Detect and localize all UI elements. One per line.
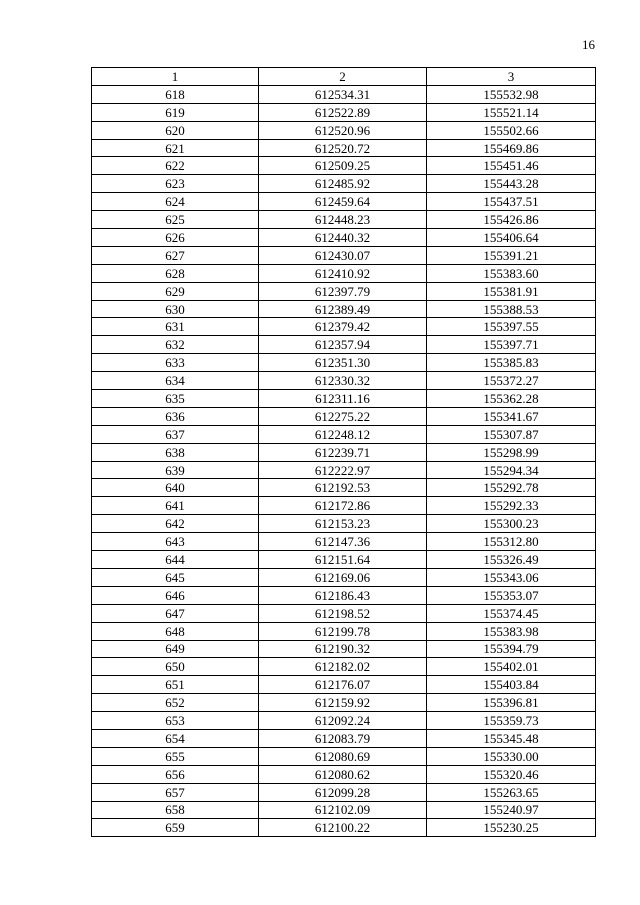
y-coordinate-cell: 155443.28: [427, 175, 596, 193]
y-coordinate-cell: 155426.86: [427, 211, 596, 229]
point-number-cell: 618: [92, 85, 259, 103]
table-row: [92, 819, 596, 837]
point-number-cell: 625: [92, 211, 259, 229]
table-row: [92, 407, 596, 425]
point-number-cell: 635: [92, 390, 259, 408]
y-coordinate-cell: 155362.28: [427, 390, 596, 408]
table-row: [92, 586, 596, 604]
y-coordinate-cell: 155294.34: [427, 461, 596, 479]
point-number-cell: 653: [92, 712, 259, 730]
x-coordinate-cell: 612357.94: [259, 336, 427, 354]
point-number-cell: 621: [92, 139, 259, 157]
table-row: [92, 425, 596, 443]
x-coordinate-cell: 612190.32: [259, 640, 427, 658]
point-number-cell: 644: [92, 551, 259, 569]
x-coordinate-cell: 612147.36: [259, 533, 427, 551]
table-row: [92, 193, 596, 211]
x-coordinate-cell: 612222.97: [259, 461, 427, 479]
x-coordinate-cell: 612509.25: [259, 157, 427, 175]
header-row: [92, 68, 596, 86]
table-row: [92, 211, 596, 229]
x-coordinate-cell: 612080.69: [259, 747, 427, 765]
table-row: [92, 336, 596, 354]
y-coordinate-cell: 155521.14: [427, 103, 596, 121]
point-number-cell: 637: [92, 425, 259, 443]
x-coordinate-cell: 612186.43: [259, 586, 427, 604]
point-number-cell: 640: [92, 479, 259, 497]
y-coordinate-cell: 155451.46: [427, 157, 596, 175]
point-number-cell: 657: [92, 783, 259, 801]
x-coordinate-cell: 612198.52: [259, 604, 427, 622]
table-row: [92, 175, 596, 193]
x-coordinate-cell: 612351.30: [259, 354, 427, 372]
x-coordinate-cell: 612182.02: [259, 658, 427, 676]
point-number-cell: 647: [92, 604, 259, 622]
point-number-cell: 632: [92, 336, 259, 354]
y-coordinate-cell: 155341.67: [427, 407, 596, 425]
table-row: [92, 729, 596, 747]
table-row: [92, 551, 596, 569]
y-coordinate-cell: 155381.91: [427, 282, 596, 300]
x-coordinate-cell: 612083.79: [259, 729, 427, 747]
table-row: [92, 85, 596, 103]
y-coordinate-cell: 155394.79: [427, 640, 596, 658]
table-row: [92, 354, 596, 372]
table-row: [92, 443, 596, 461]
y-coordinate-cell: 155240.97: [427, 801, 596, 819]
table-row: [92, 533, 596, 551]
table-row: [92, 390, 596, 408]
table-row: [92, 497, 596, 515]
x-coordinate-cell: 612459.64: [259, 193, 427, 211]
table-row: [92, 121, 596, 139]
point-number-cell: 622: [92, 157, 259, 175]
y-coordinate-cell: 155372.27: [427, 372, 596, 390]
y-coordinate-cell: 155320.46: [427, 765, 596, 783]
table-row: [92, 515, 596, 533]
y-coordinate-cell: 155397.55: [427, 318, 596, 336]
x-coordinate-cell: 612448.23: [259, 211, 427, 229]
y-coordinate-cell: 155437.51: [427, 193, 596, 211]
table-row: [92, 801, 596, 819]
header-cell-3: 3: [427, 68, 596, 86]
table-row: [92, 765, 596, 783]
point-number-cell: 646: [92, 586, 259, 604]
y-coordinate-cell: 155469.86: [427, 139, 596, 157]
point-number-cell: 648: [92, 622, 259, 640]
point-number-cell: 636: [92, 407, 259, 425]
y-coordinate-cell: 155359.73: [427, 712, 596, 730]
table-row: [92, 300, 596, 318]
y-coordinate-cell: 155391.21: [427, 246, 596, 264]
y-coordinate-cell: 155312.80: [427, 533, 596, 551]
header-cell-1: 1: [92, 68, 259, 86]
x-coordinate-cell: 612099.28: [259, 783, 427, 801]
y-coordinate-cell: 155343.06: [427, 568, 596, 586]
table-header: [92, 68, 596, 86]
x-coordinate-cell: 612199.78: [259, 622, 427, 640]
point-number-cell: 656: [92, 765, 259, 783]
y-coordinate-cell: 155298.99: [427, 443, 596, 461]
table-row: [92, 246, 596, 264]
y-coordinate-cell: 155502.66: [427, 121, 596, 139]
point-number-cell: 654: [92, 729, 259, 747]
y-coordinate-cell: 155388.53: [427, 300, 596, 318]
table-row: [92, 318, 596, 336]
table-row: [92, 139, 596, 157]
x-coordinate-cell: 612397.79: [259, 282, 427, 300]
y-coordinate-cell: 155385.83: [427, 354, 596, 372]
x-coordinate-cell: 612176.07: [259, 676, 427, 694]
y-coordinate-cell: 155230.25: [427, 819, 596, 837]
x-coordinate-cell: 612080.62: [259, 765, 427, 783]
point-number-cell: 649: [92, 640, 259, 658]
y-coordinate-cell: 155292.78: [427, 479, 596, 497]
x-coordinate-cell: 612410.92: [259, 264, 427, 282]
x-coordinate-cell: 612534.31: [259, 85, 427, 103]
table-row: [92, 622, 596, 640]
y-coordinate-cell: 155374.45: [427, 604, 596, 622]
y-coordinate-cell: 155263.65: [427, 783, 596, 801]
y-coordinate-cell: 155383.98: [427, 622, 596, 640]
point-number-cell: 650: [92, 658, 259, 676]
page-number: 16: [582, 37, 595, 52]
x-coordinate-cell: 612248.12: [259, 425, 427, 443]
coordinates-table: [91, 67, 596, 837]
point-number-cell: 626: [92, 229, 259, 247]
table-row: [92, 694, 596, 712]
point-number-cell: 643: [92, 533, 259, 551]
y-coordinate-cell: 155406.64: [427, 229, 596, 247]
x-coordinate-cell: 612172.86: [259, 497, 427, 515]
y-coordinate-cell: 155353.07: [427, 586, 596, 604]
y-coordinate-cell: 155383.60: [427, 264, 596, 282]
x-coordinate-cell: 612151.64: [259, 551, 427, 569]
table-row: [92, 157, 596, 175]
point-number-cell: 620: [92, 121, 259, 139]
table-row: [92, 640, 596, 658]
x-coordinate-cell: 612389.49: [259, 300, 427, 318]
point-number-cell: 658: [92, 801, 259, 819]
table-row: [92, 461, 596, 479]
table-row: [92, 479, 596, 497]
point-number-cell: 633: [92, 354, 259, 372]
point-number-cell: 652: [92, 694, 259, 712]
table-row: [92, 282, 596, 300]
point-number-cell: 628: [92, 264, 259, 282]
y-coordinate-cell: 155330.00: [427, 747, 596, 765]
table-row: [92, 568, 596, 586]
table-row: [92, 103, 596, 121]
point-number-cell: 655: [92, 747, 259, 765]
x-coordinate-cell: 612440.32: [259, 229, 427, 247]
y-coordinate-cell: 155345.48: [427, 729, 596, 747]
point-number-cell: 627: [92, 246, 259, 264]
table-row: [92, 372, 596, 390]
x-coordinate-cell: 612520.72: [259, 139, 427, 157]
point-number-cell: 619: [92, 103, 259, 121]
x-coordinate-cell: 612311.16: [259, 390, 427, 408]
x-coordinate-cell: 612522.89: [259, 103, 427, 121]
x-coordinate-cell: 612153.23: [259, 515, 427, 533]
x-coordinate-cell: 612239.71: [259, 443, 427, 461]
point-number-cell: 639: [92, 461, 259, 479]
table-row: [92, 264, 596, 282]
point-number-cell: 630: [92, 300, 259, 318]
y-coordinate-cell: 155396.81: [427, 694, 596, 712]
x-coordinate-cell: 612379.42: [259, 318, 427, 336]
point-number-cell: 642: [92, 515, 259, 533]
y-coordinate-cell: 155397.71: [427, 336, 596, 354]
x-coordinate-cell: 612100.22: [259, 819, 427, 837]
y-coordinate-cell: 155326.49: [427, 551, 596, 569]
x-coordinate-cell: 612169.06: [259, 568, 427, 586]
header-cell-2: 2: [259, 68, 427, 86]
table-row: [92, 604, 596, 622]
x-coordinate-cell: 612192.53: [259, 479, 427, 497]
x-coordinate-cell: 612092.24: [259, 712, 427, 730]
table-row: [92, 229, 596, 247]
point-number-cell: 629: [92, 282, 259, 300]
y-coordinate-cell: 155402.01: [427, 658, 596, 676]
point-number-cell: 641: [92, 497, 259, 515]
point-number-cell: 634: [92, 372, 259, 390]
point-number-cell: 645: [92, 568, 259, 586]
x-coordinate-cell: 612330.32: [259, 372, 427, 390]
x-coordinate-cell: 612520.96: [259, 121, 427, 139]
point-number-cell: 659: [92, 819, 259, 837]
x-coordinate-cell: 612275.22: [259, 407, 427, 425]
point-number-cell: 623: [92, 175, 259, 193]
x-coordinate-cell: 612485.92: [259, 175, 427, 193]
y-coordinate-cell: 155403.84: [427, 676, 596, 694]
table-row: [92, 747, 596, 765]
y-coordinate-cell: 155292.33: [427, 497, 596, 515]
point-number-cell: 638: [92, 443, 259, 461]
y-coordinate-cell: 155532.98: [427, 85, 596, 103]
y-coordinate-cell: 155300.23: [427, 515, 596, 533]
y-coordinate-cell: 155307.87: [427, 425, 596, 443]
point-number-cell: 624: [92, 193, 259, 211]
x-coordinate-cell: 612159.92: [259, 694, 427, 712]
point-number-cell: 651: [92, 676, 259, 694]
point-number-cell: 631: [92, 318, 259, 336]
x-coordinate-cell: 612430.07: [259, 246, 427, 264]
table-row: [92, 783, 596, 801]
table-body: [92, 85, 596, 836]
table-row: [92, 712, 596, 730]
table-row: [92, 658, 596, 676]
table-row: [92, 676, 596, 694]
x-coordinate-cell: 612102.09: [259, 801, 427, 819]
